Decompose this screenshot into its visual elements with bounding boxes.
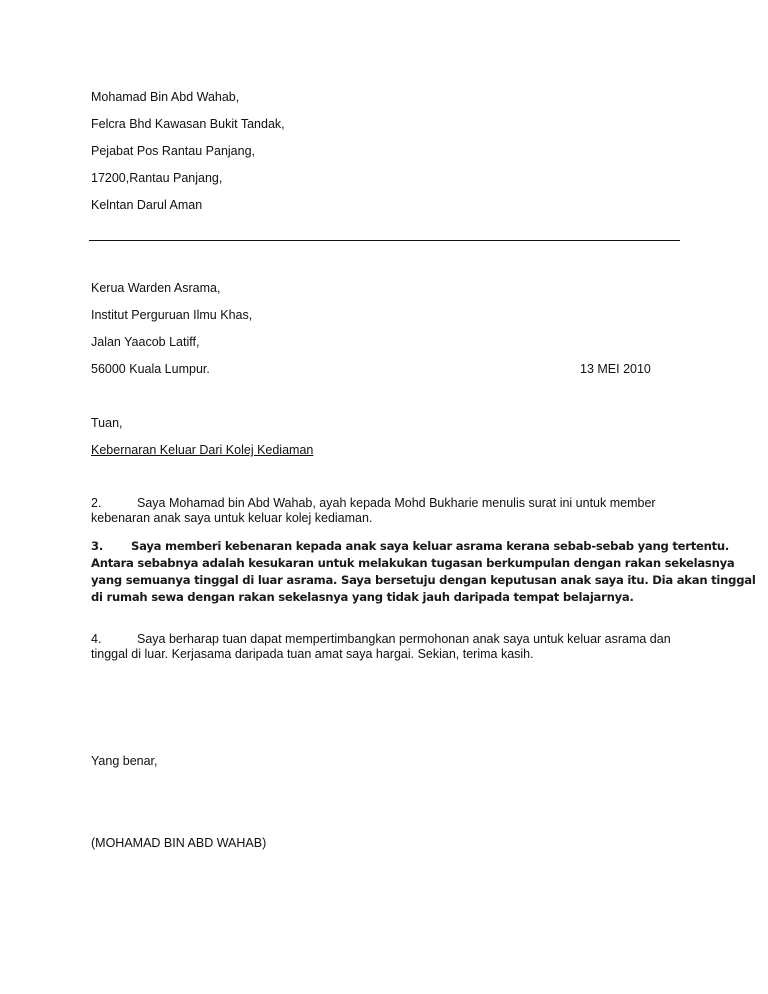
sender-address-line-2: Pejabat Pos Rantau Panjang, xyxy=(91,144,256,158)
recipient-street: Jalan Yaacob Latiff, xyxy=(91,335,200,349)
header-divider xyxy=(89,240,680,241)
paragraph-3-line-2: Antara sebabnya adalah kesukaran untuk melakukan tugasan berkumpulan dengan rakan sekelasnya xyxy=(91,556,735,570)
paragraph-4-line-2: tinggal di luar. Kerjasama daripada tuan amat saya hargai. Sekian, terima kasih. xyxy=(91,647,534,661)
closing: Yang benar, xyxy=(91,754,158,768)
signature-name: (MOHAMAD BIN ABD WAHAB) xyxy=(91,836,267,850)
letter-subject: Kebernaran Keluar Dari Kolej Kediaman xyxy=(91,443,314,457)
recipient-title: Kerua Warden Asrama, xyxy=(91,281,221,295)
recipient-institution: Institut Perguruan Ilmu Khas, xyxy=(91,308,253,322)
salutation: Tuan, xyxy=(91,416,123,430)
paragraph-4-number: 4. xyxy=(91,632,102,646)
paragraph-3-line-3: yang semuanya tinggal di luar asrama. Saya bersetuju dengan keputusan anak saya itu. Dia akan tinggal xyxy=(91,573,756,587)
paragraph-4-line-1: Saya berharap tuan dapat mempertimbangkan permohonan anak saya untuk keluar asrama dan xyxy=(137,632,671,646)
paragraph-2-number: 2. xyxy=(91,496,102,510)
sender-address-line-4: Kelntan Darul Aman xyxy=(91,198,203,212)
paragraph-2-line-2: kebenaran anak saya untuk keluar kolej kediaman. xyxy=(91,511,373,525)
recipient-city: 56000 Kuala Lumpur. xyxy=(91,362,210,376)
paragraph-2 xyxy=(91,496,681,526)
sender-address-line-1: Felcra Bhd Kawasan Bukit Tandak, xyxy=(91,117,285,131)
paragraph-3-line-1: Saya memberi kebenaran kepada anak saya keluar asrama kerana sebab-sebab yang tertentu. xyxy=(131,539,730,553)
paragraph-4 xyxy=(91,632,681,662)
paragraph-3-line-4: di rumah sewa dengan rakan sekelasnya yang tidak jauh daripada tempat belajarnya. xyxy=(91,590,634,604)
letter-date: 13 MEI 2010 xyxy=(580,362,651,376)
paragraph-2-line-1: Saya Mohamad bin Abd Wahab, ayah kepada Mohd Bukharie menulis surat ini untuk member xyxy=(137,496,656,510)
sender-address-line-3: 17200,Rantau Panjang, xyxy=(91,171,223,185)
paragraph-3 xyxy=(91,538,756,606)
paragraph-3-number: 3. xyxy=(91,539,103,553)
sender-name: Mohamad Bin Abd Wahab, xyxy=(91,90,240,104)
